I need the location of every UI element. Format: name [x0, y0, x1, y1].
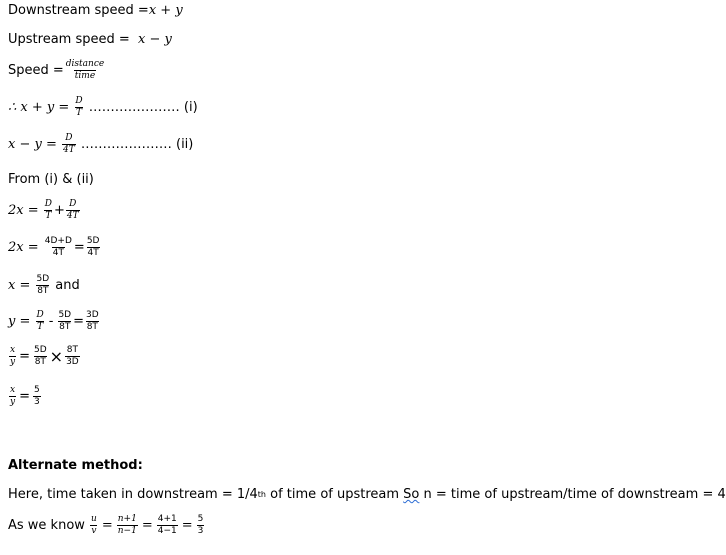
step-1-line	[8, 200, 81, 221]
step2-fraction-2	[86, 237, 101, 258]
step6-den: 3	[34, 397, 40, 407]
step2-f2-num: 5D	[86, 236, 100, 246]
eq2-fraction	[62, 134, 76, 155]
step-5-line	[8, 346, 81, 367]
step2-f1-den: 4T	[52, 248, 64, 258]
step4-f1-den: T	[37, 322, 44, 332]
eq1-tail: ………………… (i)	[84, 100, 198, 115]
step-3-line	[8, 275, 80, 296]
speed-formula-line	[8, 60, 106, 81]
step3-lhs: x =	[8, 278, 35, 293]
step4-f1-num: D	[36, 310, 44, 320]
step6-lhs-den: y	[10, 397, 16, 407]
downstream-label: Downstream speed =	[8, 3, 149, 18]
step1-op: +	[53, 203, 65, 218]
speed-numerator: distance	[65, 59, 105, 69]
eq1-numerator: D	[75, 96, 83, 106]
step5-fraction-1	[33, 346, 48, 367]
alt-text-b: of time of upstream	[266, 487, 404, 502]
alt-text-sup: th	[257, 490, 267, 499]
step1-f2-den: 4T	[66, 211, 79, 221]
know-f3-num: 4+1	[157, 514, 177, 524]
step1-fraction-1	[44, 200, 53, 221]
step6-lhs-fraction	[9, 386, 16, 407]
step4-fraction-1	[36, 311, 45, 332]
know-f3-den: 4−1	[157, 526, 177, 536]
equation-1-line	[8, 97, 198, 118]
eq2-numerator: D	[65, 133, 73, 143]
step4-f3-den: 8T	[86, 322, 98, 332]
from-line	[8, 172, 94, 187]
know-label: As we know	[8, 518, 90, 533]
step3-tail: and	[51, 278, 80, 293]
step3-fraction	[36, 275, 51, 296]
upstream-expr: x − y	[138, 32, 172, 47]
step2-f1-num: 4D+D	[44, 236, 72, 246]
step4-f2-num: 5D	[58, 310, 72, 320]
downstream-expr: x + y	[148, 3, 183, 18]
step-2-line	[8, 237, 101, 258]
speed-denominator: time	[74, 71, 96, 81]
step1-f1-num: D	[44, 199, 52, 209]
step5-fraction-2	[65, 346, 80, 367]
alt-text-so: So	[403, 487, 420, 502]
step4-f2-den: 8T	[59, 322, 71, 332]
know-fraction-3	[157, 515, 178, 536]
upstream-speed-line	[8, 32, 172, 47]
step2-f2-den: 4T	[87, 248, 99, 258]
step2-lhs: 2x =	[8, 240, 43, 255]
step1-f1-den: T	[45, 211, 52, 221]
step3-den: 8T	[37, 286, 49, 296]
step6-num: 5	[34, 385, 40, 395]
as-we-know-line	[8, 515, 205, 536]
step5-lhs-num: x	[10, 345, 16, 355]
alt-text-a: Here, time taken in downstream = 1/4	[8, 487, 258, 502]
step5-f2-num: 8T	[66, 345, 78, 355]
eq1-denominator: T	[76, 108, 83, 118]
upstream-label: Upstream speed =	[8, 32, 139, 47]
alternate-method-heading	[8, 458, 143, 473]
know-fraction-2	[117, 515, 138, 536]
equation-2-line	[8, 134, 193, 155]
step1-lhs: 2x =	[8, 203, 43, 218]
eq2-prefix: x − y =	[8, 137, 61, 152]
step6-lhs-num: x	[10, 385, 16, 395]
step5-f2-den: 3D	[66, 357, 79, 367]
know-eq-3: =	[181, 518, 193, 533]
know-fraction-1	[90, 515, 98, 536]
eq1-fraction	[74, 97, 83, 118]
know-f1-num: u	[91, 514, 97, 524]
speed-label: Speed =	[8, 63, 64, 78]
step5-lhs-den: y	[10, 357, 16, 367]
know-fraction-4	[197, 515, 205, 536]
from-text: From (i) & (ii)	[8, 172, 94, 187]
step5-lhs-fraction	[9, 346, 16, 367]
know-f4-den: 3	[197, 526, 204, 536]
step1-fraction-2	[66, 200, 80, 221]
eq1-prefix: ∴ x + y =	[8, 100, 74, 115]
step5-times: ×	[49, 347, 64, 366]
step5-f1-num: 5D	[34, 345, 47, 355]
step6-eq: =	[19, 389, 30, 404]
step4-fraction-3	[85, 311, 100, 332]
know-eq-1: =	[101, 518, 113, 533]
step-6-line	[8, 386, 42, 407]
downstream-speed-line	[8, 3, 183, 18]
step5-eq: =	[19, 349, 30, 364]
know-f4-num: 5	[197, 514, 204, 524]
step4-op1: -	[48, 314, 54, 329]
step4-fraction-2	[57, 311, 72, 332]
alt-text-c: n = time of upstream/time of downstream = 4	[419, 487, 726, 502]
step1-f2-num: D	[69, 199, 77, 209]
step2-fraction-1	[44, 237, 73, 258]
step4-f3-num: 3D	[86, 310, 99, 320]
speed-fraction	[65, 60, 105, 81]
alternate-method-text	[8, 487, 726, 502]
alt-title: Alternate method:	[8, 458, 143, 473]
know-f2-num: n+1	[117, 514, 137, 524]
step5-f1-den: 8T	[34, 357, 46, 367]
step4-op2: =	[73, 314, 84, 329]
know-f2-den: n−1	[117, 526, 137, 536]
eq2-denominator: 4T	[63, 145, 75, 155]
know-eq-2: =	[141, 518, 153, 533]
know-f1-den: v	[91, 526, 97, 536]
step-4-line	[8, 311, 101, 332]
step3-num: 5D	[36, 274, 50, 284]
step2-op: =	[73, 240, 85, 255]
step4-lhs: y =	[8, 314, 35, 329]
step6-fraction	[33, 386, 41, 407]
eq2-tail: ………………… (ii)	[76, 137, 194, 152]
